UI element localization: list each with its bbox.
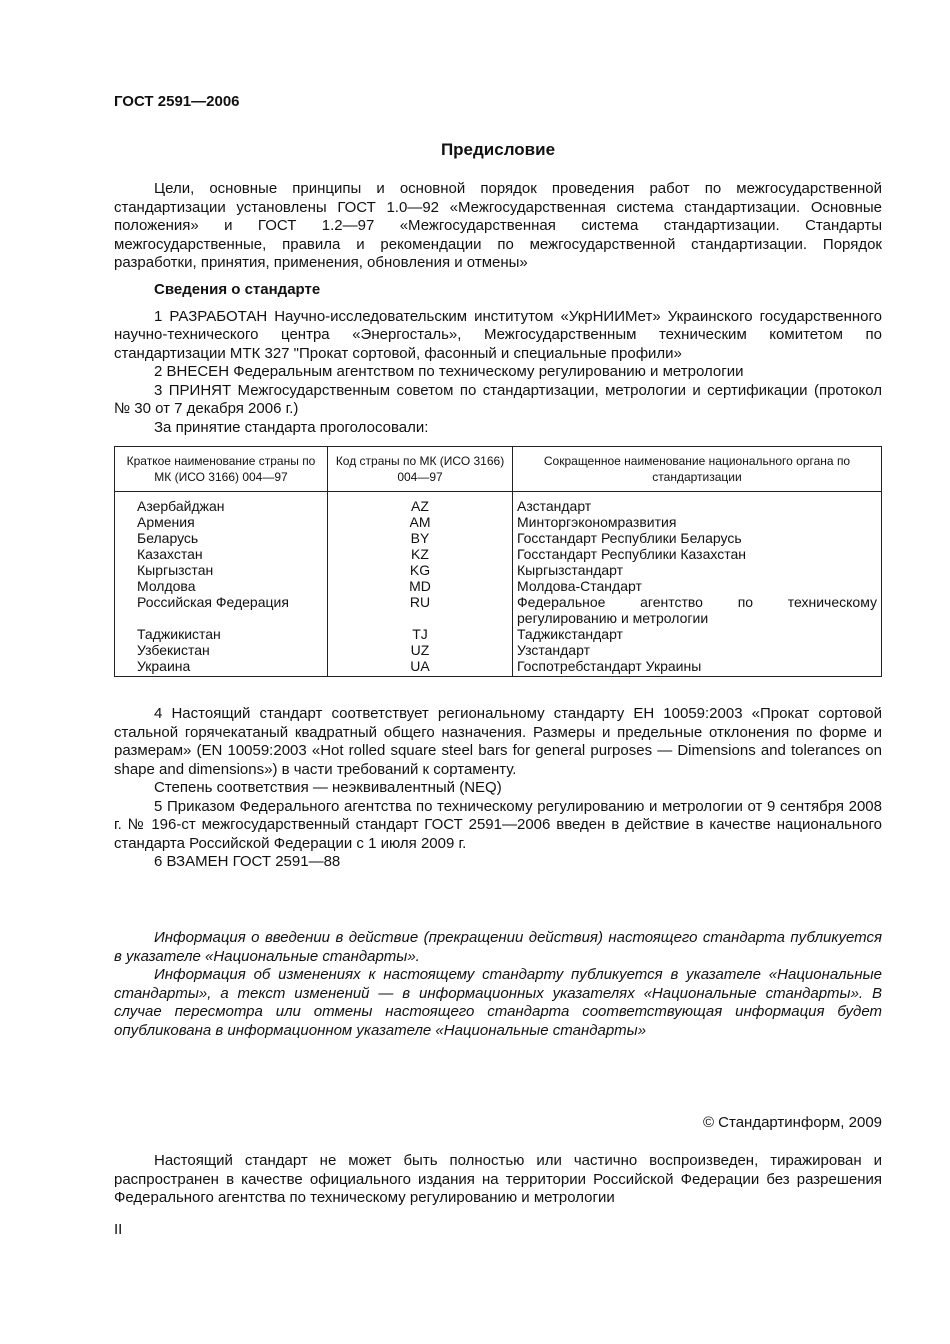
standards-body: Минторгэкономразвития [513, 514, 882, 530]
country-code: AZ [328, 492, 513, 515]
table-row [115, 658, 882, 677]
country-code: KG [328, 562, 513, 578]
country-code: MD [328, 578, 513, 594]
standards-body: Кыргызстандарт [513, 562, 882, 578]
standard-info-section [114, 281, 882, 437]
country-name: Российская Федерация [115, 594, 328, 626]
standard-info-continued [114, 705, 882, 872]
country-name: Армения [115, 514, 328, 530]
table-header-body: Сокращенное наименование национального органа по стандартизации [513, 447, 882, 492]
standards-body: Федеральное агентство по техническому регулированию и метрологии [513, 594, 882, 626]
country-code: UA [328, 658, 513, 677]
intro-paragraph: Цели, основные принципы и основной порядок проведения работ по межгосударственной стандартизации установлены ГОСТ 1.0—92 «Межгосударственная система стандартизации. Основные положения» и ГОСТ 1.2—97 «Межгосударственная система стандартизации. Стандарты межгосударственные, правила и рекомендации по межгосударственной стандартизации. Порядок разработки, принятия, применения, обновления и отмены» [114, 180, 882, 271]
table-row [115, 626, 882, 642]
standards-body: Госпотребстандарт Украины [513, 658, 882, 677]
note-changes-info: Информация об изменениях к настоящему стандарту публикуется в указателе «Национальные стандарты», а текст изменений — в информационных указателях «Национальные стандарты». В случае пересмотра или отмены настоящего стандарта соответствующая информация будет опубликована в информационном указателе «Национальные стандарты» [114, 966, 882, 1039]
reproduction-notice-section [114, 1152, 882, 1208]
country-name: Азербайджан [115, 492, 328, 515]
member-states-table [114, 446, 882, 677]
country-code: AM [328, 514, 513, 530]
country-name: Казахстан [115, 546, 328, 562]
standards-body: Молдова-Стандарт [513, 578, 882, 594]
country-name: Узбекистан [115, 642, 328, 658]
info-heading: Сведения о стандарте [154, 281, 321, 298]
item-introduced: 2 ВНЕСЕН Федеральным агентством по техническому регулированию и метрологии [154, 363, 744, 380]
note-introduction-info: Информация о введении в действие (прекращении действия) настоящего стандарта публикуется в указателе «Национальные стандарты». [114, 929, 882, 965]
item-conformity: 4 Настоящий стандарт соответствует региональному стандарту ЕН 10059:2003 «Прокат сортовой стальной горячекатаный квадратный общего назначения. Размеры и предельные отклонения по форме и размерам» (EN 10059:2003 «Hot rolled square steel bars for general purposes — Dimensions and tolerances on shape and dimensions») в части требований к сортаменту. [114, 705, 882, 778]
country-code: RU [328, 594, 513, 626]
intro-section [114, 180, 882, 273]
reproduction-notice: Настоящий стандарт не может быть полностью или частично воспроизведен, тиражирован и распространен в качестве официального издания на территории Российской Федерации без разрешения Федерального агентства по техническому регулированию и метрологии [114, 1152, 882, 1206]
table-row [115, 492, 882, 515]
country-name: Беларусь [115, 530, 328, 546]
table-row [115, 594, 882, 626]
document-id-header: ГОСТ 2591—2006 [114, 93, 240, 110]
document-page [114, 0, 882, 1344]
table-row [115, 578, 882, 594]
table-header-code: Код страны по МК (ИСО 3166) 004—97 [328, 447, 513, 492]
item-adopted: 3 ПРИНЯТ Межгосударственным советом по стандартизации, метрологии и сертификации (протокол № 30 от 7 декабря 2006 г.) [114, 381, 882, 417]
page-number: II [114, 1221, 123, 1238]
standards-body: Таджикстандарт [513, 626, 882, 642]
table-row [115, 514, 882, 530]
country-code: KZ [328, 546, 513, 562]
table-row [115, 530, 882, 546]
standards-body: Узстандарт [513, 642, 882, 658]
item-degree: Степень соответствия — неэквивалентный (NEQ) [154, 779, 502, 796]
standards-body: Госстандарт Республики Беларусь [513, 530, 882, 546]
item-voted: За принятие стандарта проголосовали: [154, 418, 429, 436]
country-name: Кыргызстан [115, 562, 328, 578]
country-code: UZ [328, 642, 513, 658]
country-name: Таджикистан [115, 626, 328, 642]
standards-body: Азстандарт [513, 492, 882, 515]
country-name: Украина [115, 658, 328, 677]
table-header-row [115, 447, 882, 492]
table-row [115, 546, 882, 562]
page-title: Предисловие [440, 140, 556, 159]
publication-notes [114, 929, 882, 1040]
table-row [115, 642, 882, 658]
copyright-notice: © Стандартинформ, 2009 [702, 1114, 882, 1131]
standards-body: Госстандарт Республики Казахстан [513, 546, 882, 562]
item-order: 5 Приказом Федерального агентства по техническому регулированию и метрологии от 9 сентября 2008 г. № 196-ст межгосударственный стандарт ГОСТ 2591—2006 введен в действие в качестве национального стандарта Российской Федерации с 1 июля 2009 г. [114, 797, 882, 852]
country-code: TJ [328, 626, 513, 642]
country-code: BY [328, 530, 513, 546]
country-name: Молдова [115, 578, 328, 594]
table-header-country: Краткое наименование страны по МК (ИСО 3166) 004—97 [115, 447, 328, 492]
item-developed: 1 РАЗРАБОТАН Научно-исследовательским институтом «УкрНИИМет» Украинского государственного научно-технического центра «Энергосталь», Межгосударственным техническим комитетом по стандартизации МТК 327 "Прокат сортовой, фасонный и специальные профили» [114, 307, 882, 362]
table-row [115, 562, 882, 578]
item-replaces: 6 ВЗАМЕН ГОСТ 2591—88 [154, 853, 341, 870]
